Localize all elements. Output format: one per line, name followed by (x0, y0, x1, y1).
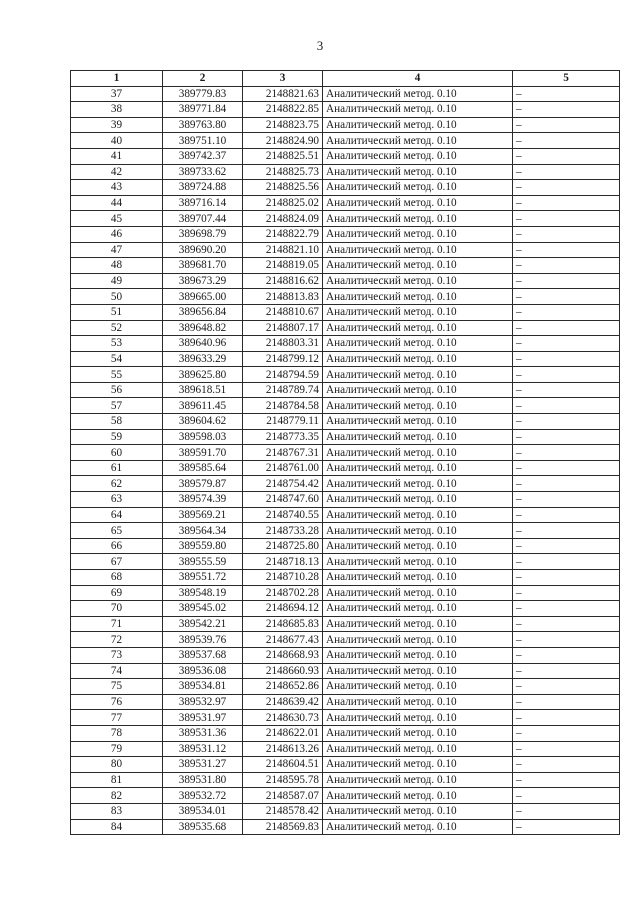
table-row (71, 164, 620, 180)
method-accuracy-cell: Аналитический метод. 0.10 (323, 585, 513, 601)
point-number-cell: 74 (71, 663, 163, 679)
coord-y-cell: 2148825.56 (243, 180, 323, 196)
point-number-cell: 79 (71, 741, 163, 757)
coord-x-cell: 389716.14 (163, 195, 243, 211)
table-row (71, 429, 620, 445)
table-row (71, 601, 620, 617)
coord-x-cell: 389579.87 (163, 476, 243, 492)
coord-x-cell: 389574.39 (163, 492, 243, 508)
point-number-cell: 54 (71, 351, 163, 367)
note-cell: – (513, 180, 620, 196)
coord-x-cell: 389555.59 (163, 554, 243, 570)
table-row (71, 538, 620, 554)
note-cell: – (513, 679, 620, 695)
point-number-cell: 62 (71, 476, 163, 492)
method-accuracy-cell: Аналитический метод. 0.10 (323, 460, 513, 476)
method-accuracy-cell: Аналитический метод. 0.10 (323, 117, 513, 133)
point-number-cell: 64 (71, 507, 163, 523)
coord-y-cell: 2148685.83 (243, 616, 323, 632)
coord-y-cell: 2148677.43 (243, 632, 323, 648)
table-row (71, 663, 620, 679)
coordinates-table (70, 70, 620, 835)
table-row (71, 570, 620, 586)
point-number-cell: 38 (71, 102, 163, 118)
point-number-cell: 65 (71, 523, 163, 539)
coord-x-cell: 389535.68 (163, 819, 243, 835)
point-number-cell: 77 (71, 710, 163, 726)
coord-x-cell: 389681.70 (163, 258, 243, 274)
method-accuracy-cell: Аналитический метод. 0.10 (323, 414, 513, 430)
note-cell: – (513, 398, 620, 414)
note-cell: – (513, 102, 620, 118)
method-accuracy-cell: Аналитический метод. 0.10 (323, 242, 513, 258)
note-cell: – (513, 554, 620, 570)
note-cell: – (513, 772, 620, 788)
note-cell: – (513, 694, 620, 710)
method-accuracy-cell: Аналитический метод. 0.10 (323, 647, 513, 663)
table-body (71, 86, 620, 835)
table-row (71, 616, 620, 632)
point-number-cell: 48 (71, 258, 163, 274)
note-cell: – (513, 164, 620, 180)
coord-y-cell: 2148789.74 (243, 382, 323, 398)
note-cell: – (513, 538, 620, 554)
method-accuracy-cell: Аналитический метод. 0.10 (323, 148, 513, 164)
coord-x-cell: 389618.51 (163, 382, 243, 398)
table-row (71, 367, 620, 383)
coord-y-cell: 2148807.17 (243, 320, 323, 336)
point-number-cell: 70 (71, 601, 163, 617)
point-number-cell: 43 (71, 180, 163, 196)
table-row (71, 133, 620, 149)
note-cell: – (513, 507, 620, 523)
method-accuracy-cell: Аналитический метод. 0.10 (323, 304, 513, 320)
table-row (71, 289, 620, 305)
coord-y-cell: 2148823.75 (243, 117, 323, 133)
coord-y-cell: 2148587.07 (243, 788, 323, 804)
method-accuracy-cell: Аналитический метод. 0.10 (323, 86, 513, 102)
header-cell-5: 5 (513, 71, 620, 87)
coord-y-cell: 2148725.80 (243, 538, 323, 554)
method-accuracy-cell: Аналитический метод. 0.10 (323, 476, 513, 492)
coord-y-cell: 2148825.02 (243, 195, 323, 211)
table-row (71, 180, 620, 196)
coord-y-cell: 2148784.58 (243, 398, 323, 414)
method-accuracy-cell: Аналитический метод. 0.10 (323, 289, 513, 305)
coord-x-cell: 389591.70 (163, 445, 243, 461)
note-cell: – (513, 289, 620, 305)
coord-y-cell: 2148569.83 (243, 819, 323, 835)
table-row (71, 647, 620, 663)
method-accuracy-cell: Аналитический метод. 0.10 (323, 694, 513, 710)
coord-x-cell: 389604.62 (163, 414, 243, 430)
table-row (71, 788, 620, 804)
coord-y-cell: 2148578.42 (243, 803, 323, 819)
note-cell: – (513, 632, 620, 648)
coord-x-cell: 389656.84 (163, 304, 243, 320)
point-number-cell: 67 (71, 554, 163, 570)
note-cell: – (513, 460, 620, 476)
coord-x-cell: 389598.03 (163, 429, 243, 445)
header-cell-1: 1 (71, 71, 163, 87)
coord-y-cell: 2148821.10 (243, 242, 323, 258)
method-accuracy-cell: Аналитический метод. 0.10 (323, 351, 513, 367)
note-cell: – (513, 570, 620, 586)
coord-y-cell: 2148639.42 (243, 694, 323, 710)
coord-x-cell: 389534.81 (163, 679, 243, 695)
method-accuracy-cell: Аналитический метод. 0.10 (323, 445, 513, 461)
method-accuracy-cell: Аналитический метод. 0.10 (323, 492, 513, 508)
coord-x-cell: 389648.82 (163, 320, 243, 336)
header-cell-3: 3 (243, 71, 323, 87)
method-accuracy-cell: Аналитический метод. 0.10 (323, 133, 513, 149)
coord-y-cell: 2148825.73 (243, 164, 323, 180)
point-number-cell: 50 (71, 289, 163, 305)
method-accuracy-cell: Аналитический метод. 0.10 (323, 616, 513, 632)
point-number-cell: 68 (71, 570, 163, 586)
coord-y-cell: 2148824.09 (243, 211, 323, 227)
coord-x-cell: 389690.20 (163, 242, 243, 258)
coord-x-cell: 389534.01 (163, 803, 243, 819)
coord-y-cell: 2148799.12 (243, 351, 323, 367)
coord-x-cell: 389779.83 (163, 86, 243, 102)
method-accuracy-cell: Аналитический метод. 0.10 (323, 570, 513, 586)
coord-y-cell: 2148652.86 (243, 679, 323, 695)
coord-y-cell: 2148668.93 (243, 647, 323, 663)
coord-x-cell: 389531.27 (163, 757, 243, 773)
coord-x-cell: 389742.37 (163, 148, 243, 164)
note-cell: – (513, 741, 620, 757)
note-cell: – (513, 585, 620, 601)
method-accuracy-cell: Аналитический метод. 0.10 (323, 772, 513, 788)
coord-x-cell: 389531.12 (163, 741, 243, 757)
point-number-cell: 56 (71, 382, 163, 398)
coord-x-cell: 389548.19 (163, 585, 243, 601)
table-row (71, 258, 620, 274)
method-accuracy-cell: Аналитический метод. 0.10 (323, 788, 513, 804)
note-cell: – (513, 710, 620, 726)
method-accuracy-cell: Аналитический метод. 0.10 (323, 336, 513, 352)
method-accuracy-cell: Аналитический метод. 0.10 (323, 757, 513, 773)
method-accuracy-cell: Аналитический метод. 0.10 (323, 710, 513, 726)
point-number-cell: 55 (71, 367, 163, 383)
coord-x-cell: 389733.62 (163, 164, 243, 180)
table-row (71, 819, 620, 835)
coord-x-cell: 389707.44 (163, 211, 243, 227)
note-cell: – (513, 117, 620, 133)
coord-x-cell: 389640.96 (163, 336, 243, 352)
point-number-cell: 80 (71, 757, 163, 773)
point-number-cell: 81 (71, 772, 163, 788)
point-number-cell: 84 (71, 819, 163, 835)
point-number-cell: 52 (71, 320, 163, 336)
note-cell: – (513, 429, 620, 445)
coord-y-cell: 2148710.28 (243, 570, 323, 586)
table-row (71, 476, 620, 492)
note-cell: – (513, 195, 620, 211)
table-row (71, 679, 620, 695)
coord-y-cell: 2148747.60 (243, 492, 323, 508)
note-cell: – (513, 148, 620, 164)
method-accuracy-cell: Аналитический метод. 0.10 (323, 741, 513, 757)
table-row (71, 554, 620, 570)
method-accuracy-cell: Аналитический метод. 0.10 (323, 102, 513, 118)
coord-x-cell: 389763.80 (163, 117, 243, 133)
coord-y-cell: 2148754.42 (243, 476, 323, 492)
method-accuracy-cell: Аналитический метод. 0.10 (323, 429, 513, 445)
coord-y-cell: 2148773.35 (243, 429, 323, 445)
table-row (71, 226, 620, 242)
point-number-cell: 51 (71, 304, 163, 320)
table-row (71, 460, 620, 476)
coord-y-cell: 2148660.93 (243, 663, 323, 679)
point-number-cell: 69 (71, 585, 163, 601)
method-accuracy-cell: Аналитический метод. 0.10 (323, 180, 513, 196)
method-accuracy-cell: Аналитический метод. 0.10 (323, 382, 513, 398)
table-row (71, 86, 620, 102)
coord-x-cell: 389539.76 (163, 632, 243, 648)
note-cell: – (513, 351, 620, 367)
table-row (71, 351, 620, 367)
coord-x-cell: 389698.79 (163, 226, 243, 242)
note-cell: – (513, 336, 620, 352)
point-number-cell: 37 (71, 86, 163, 102)
note-cell: – (513, 414, 620, 430)
method-accuracy-cell: Аналитический метод. 0.10 (323, 507, 513, 523)
note-cell: – (513, 819, 620, 835)
coord-y-cell: 2148821.63 (243, 86, 323, 102)
method-accuracy-cell: Аналитический метод. 0.10 (323, 226, 513, 242)
table-row (71, 803, 620, 819)
table-row (71, 414, 620, 430)
method-accuracy-cell: Аналитический метод. 0.10 (323, 819, 513, 835)
coord-y-cell: 2148822.85 (243, 102, 323, 118)
point-number-cell: 41 (71, 148, 163, 164)
table-row (71, 741, 620, 757)
coord-x-cell: 389625.80 (163, 367, 243, 383)
method-accuracy-cell: Аналитический метод. 0.10 (323, 632, 513, 648)
note-cell: – (513, 663, 620, 679)
coord-x-cell: 389536.08 (163, 663, 243, 679)
coord-y-cell: 2148810.67 (243, 304, 323, 320)
method-accuracy-cell: Аналитический метод. 0.10 (323, 164, 513, 180)
coord-x-cell: 389673.29 (163, 273, 243, 289)
table-row (71, 273, 620, 289)
coord-y-cell: 2148702.28 (243, 585, 323, 601)
coord-x-cell: 389585.64 (163, 460, 243, 476)
method-accuracy-cell: Аналитический метод. 0.10 (323, 601, 513, 617)
header-cell-2: 2 (163, 71, 243, 87)
method-accuracy-cell: Аналитический метод. 0.10 (323, 538, 513, 554)
coord-x-cell: 389724.88 (163, 180, 243, 196)
table-row (71, 694, 620, 710)
coord-x-cell: 389537.68 (163, 647, 243, 663)
point-number-cell: 75 (71, 679, 163, 695)
coord-y-cell: 2148761.00 (243, 460, 323, 476)
note-cell: – (513, 226, 620, 242)
table-row (71, 585, 620, 601)
table-row (71, 507, 620, 523)
table-row (71, 710, 620, 726)
table-row (71, 398, 620, 414)
coord-x-cell: 389559.80 (163, 538, 243, 554)
coord-y-cell: 2148813.83 (243, 289, 323, 305)
coord-x-cell: 389531.36 (163, 725, 243, 741)
coord-y-cell: 2148767.31 (243, 445, 323, 461)
note-cell: – (513, 242, 620, 258)
point-number-cell: 71 (71, 616, 163, 632)
point-number-cell: 39 (71, 117, 163, 133)
table-row (71, 211, 620, 227)
method-accuracy-cell: Аналитический метод. 0.10 (323, 398, 513, 414)
point-number-cell: 45 (71, 211, 163, 227)
point-number-cell: 53 (71, 336, 163, 352)
point-number-cell: 63 (71, 492, 163, 508)
table-row (71, 757, 620, 773)
coord-y-cell: 2148733.28 (243, 523, 323, 539)
method-accuracy-cell: Аналитический метод. 0.10 (323, 195, 513, 211)
point-number-cell: 57 (71, 398, 163, 414)
table-row (71, 725, 620, 741)
point-number-cell: 83 (71, 803, 163, 819)
coord-y-cell: 2148819.05 (243, 258, 323, 274)
coord-y-cell: 2148740.55 (243, 507, 323, 523)
table-row (71, 148, 620, 164)
coord-x-cell: 389564.34 (163, 523, 243, 539)
method-accuracy-cell: Аналитический метод. 0.10 (323, 273, 513, 289)
coord-x-cell: 389532.72 (163, 788, 243, 804)
table-row (71, 242, 620, 258)
coord-y-cell: 2148604.51 (243, 757, 323, 773)
note-cell: – (513, 601, 620, 617)
coord-x-cell: 389545.02 (163, 601, 243, 617)
table-row (71, 632, 620, 648)
point-number-cell: 76 (71, 694, 163, 710)
coord-y-cell: 2148822.79 (243, 226, 323, 242)
coord-x-cell: 389633.29 (163, 351, 243, 367)
note-cell: – (513, 757, 620, 773)
note-cell: – (513, 492, 620, 508)
method-accuracy-cell: Аналитический метод. 0.10 (323, 725, 513, 741)
table-row (71, 336, 620, 352)
coord-x-cell: 389542.21 (163, 616, 243, 632)
coord-y-cell: 2148816.62 (243, 273, 323, 289)
table-header (71, 71, 620, 87)
header-cell-4: 4 (323, 71, 513, 87)
note-cell: – (513, 647, 620, 663)
point-number-cell: 47 (71, 242, 163, 258)
note-cell: – (513, 211, 620, 227)
method-accuracy-cell: Аналитический метод. 0.10 (323, 211, 513, 227)
note-cell: – (513, 616, 620, 632)
point-number-cell: 73 (71, 647, 163, 663)
table-row (71, 772, 620, 788)
table-row (71, 304, 620, 320)
note-cell: – (513, 788, 620, 804)
header-row (71, 71, 620, 87)
coord-y-cell: 2148622.01 (243, 725, 323, 741)
note-cell: – (513, 803, 620, 819)
method-accuracy-cell: Аналитический метод. 0.10 (323, 554, 513, 570)
point-number-cell: 61 (71, 460, 163, 476)
table-row (71, 492, 620, 508)
note-cell: – (513, 133, 620, 149)
point-number-cell: 40 (71, 133, 163, 149)
table-row (71, 195, 620, 211)
coord-x-cell: 389569.21 (163, 507, 243, 523)
point-number-cell: 49 (71, 273, 163, 289)
coord-y-cell: 2148613.26 (243, 741, 323, 757)
method-accuracy-cell: Аналитический метод. 0.10 (323, 679, 513, 695)
coord-x-cell: 389531.97 (163, 710, 243, 726)
coord-y-cell: 2148824.90 (243, 133, 323, 149)
note-cell: – (513, 445, 620, 461)
coord-y-cell: 2148803.31 (243, 336, 323, 352)
table-row (71, 445, 620, 461)
coord-x-cell: 389771.84 (163, 102, 243, 118)
coord-x-cell: 389611.45 (163, 398, 243, 414)
coord-x-cell: 389665.00 (163, 289, 243, 305)
table-row (71, 102, 620, 118)
coord-y-cell: 2148825.51 (243, 148, 323, 164)
note-cell: – (513, 367, 620, 383)
point-number-cell: 59 (71, 429, 163, 445)
table-row (71, 320, 620, 336)
note-cell: – (513, 86, 620, 102)
point-number-cell: 78 (71, 725, 163, 741)
coord-x-cell: 389551.72 (163, 570, 243, 586)
coord-y-cell: 2148779.11 (243, 414, 323, 430)
point-number-cell: 72 (71, 632, 163, 648)
coord-x-cell: 389532.97 (163, 694, 243, 710)
coord-y-cell: 2148794.59 (243, 367, 323, 383)
coord-y-cell: 2148694.12 (243, 601, 323, 617)
method-accuracy-cell: Аналитический метод. 0.10 (323, 663, 513, 679)
method-accuracy-cell: Аналитический метод. 0.10 (323, 320, 513, 336)
note-cell: – (513, 273, 620, 289)
point-number-cell: 42 (71, 164, 163, 180)
method-accuracy-cell: Аналитический метод. 0.10 (323, 258, 513, 274)
note-cell: – (513, 320, 620, 336)
note-cell: – (513, 725, 620, 741)
table-row (71, 523, 620, 539)
note-cell: – (513, 258, 620, 274)
note-cell: – (513, 382, 620, 398)
point-number-cell: 82 (71, 788, 163, 804)
note-cell: – (513, 523, 620, 539)
point-number-cell: 46 (71, 226, 163, 242)
table-row (71, 382, 620, 398)
note-cell: – (513, 304, 620, 320)
note-cell: – (513, 476, 620, 492)
coord-x-cell: 389751.10 (163, 133, 243, 149)
table-row (71, 117, 620, 133)
method-accuracy-cell: Аналитический метод. 0.10 (323, 523, 513, 539)
coord-y-cell: 2148718.13 (243, 554, 323, 570)
point-number-cell: 66 (71, 538, 163, 554)
coord-y-cell: 2148630.73 (243, 710, 323, 726)
point-number-cell: 44 (71, 195, 163, 211)
method-accuracy-cell: Аналитический метод. 0.10 (323, 367, 513, 383)
point-number-cell: 60 (71, 445, 163, 461)
coord-y-cell: 2148595.78 (243, 772, 323, 788)
point-number-cell: 58 (71, 414, 163, 430)
method-accuracy-cell: Аналитический метод. 0.10 (323, 803, 513, 819)
coord-x-cell: 389531.80 (163, 772, 243, 788)
page-number: 3 (316, 38, 324, 53)
